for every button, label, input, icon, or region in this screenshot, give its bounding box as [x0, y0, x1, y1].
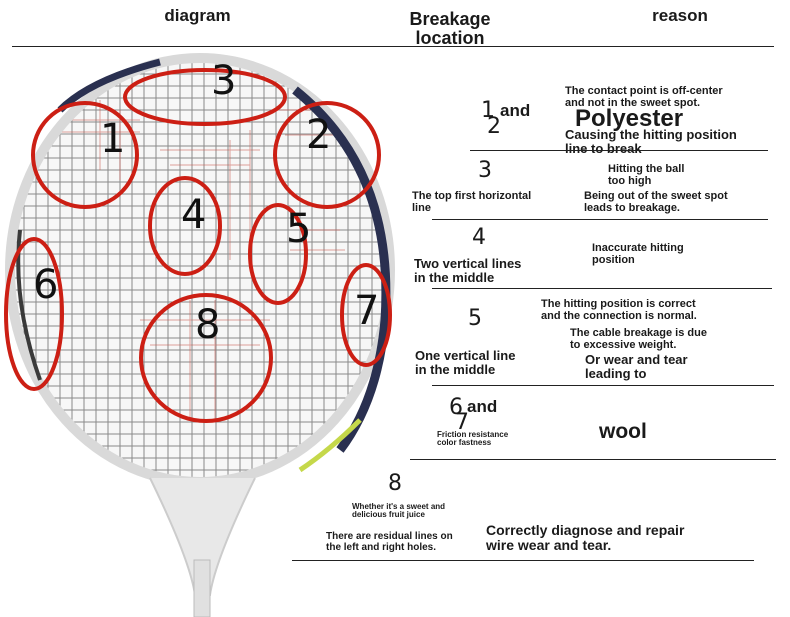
row3-number: 4	[472, 225, 486, 250]
row6-location-small: Whether it's a sweet and delicious fruit juice	[352, 502, 446, 520]
row3-rule	[432, 288, 772, 289]
row1-number-1: 1	[481, 98, 495, 123]
zone-label-3: 3	[211, 58, 237, 104]
row5-number-7: 7	[455, 410, 469, 435]
row5-reason: wool	[599, 420, 647, 443]
row2-location: The top first horizontal line	[412, 190, 532, 214]
row3-reason: Inaccurate hitting position	[592, 242, 684, 266]
row3-location: Two vertical lines in the middle	[414, 256, 522, 285]
row4-number: 5	[468, 306, 482, 331]
row5-number-6: 6	[449, 395, 463, 420]
row1-reason-big: Polyester	[575, 105, 684, 132]
row2-rule	[432, 219, 768, 220]
row2-reason-top: Hitting the ball too high	[608, 163, 685, 187]
row2-reason-bottom: Being out of the sweet spot leads to breakage.	[584, 190, 728, 214]
zone-label-8: 8	[195, 302, 221, 348]
row1-and: and	[500, 101, 531, 120]
row1-reason-top: The contact point is off-center and not in the sweet spot.	[565, 85, 723, 109]
row4-rule	[432, 385, 774, 386]
row6-location: There are residual lines on the left and right holes.	[326, 531, 453, 553]
row6-reason: Correctly diagnose and repair wire wear and tear.	[486, 522, 685, 553]
row4-reason-2: The cable breakage is due to excessive weight.	[570, 327, 707, 351]
row5-rule	[410, 459, 776, 460]
zone-label-1: 1	[100, 116, 126, 162]
zone-label-7: 7	[354, 288, 380, 334]
row1-rule	[470, 150, 768, 151]
zone-label-4: 4	[181, 192, 207, 238]
row4-location: One vertical line in the middle	[415, 348, 516, 377]
header-reason: reason	[652, 6, 708, 25]
zone-label-5: 5	[286, 206, 312, 252]
zone-label-2: 2	[306, 112, 332, 158]
row1-number-2: 2	[487, 114, 501, 139]
row2-number: 3	[478, 158, 492, 183]
row4-reason-1: The hitting position is correct and the connection is normal.	[541, 298, 697, 322]
header-breakage-location: Breakage location	[409, 9, 491, 48]
zone-label-6: 6	[33, 262, 59, 308]
row5-location: Friction resistance color fastness	[437, 430, 509, 448]
header-diagram: diagram	[164, 6, 231, 25]
row4-reason-3: Or wear and tear leading to	[585, 352, 688, 381]
row1-reason-bottom: Causing the hitting position line to break	[565, 127, 737, 156]
row6-rule	[292, 560, 754, 561]
row6-number: 8	[388, 471, 402, 496]
row5-and: and	[467, 397, 498, 416]
